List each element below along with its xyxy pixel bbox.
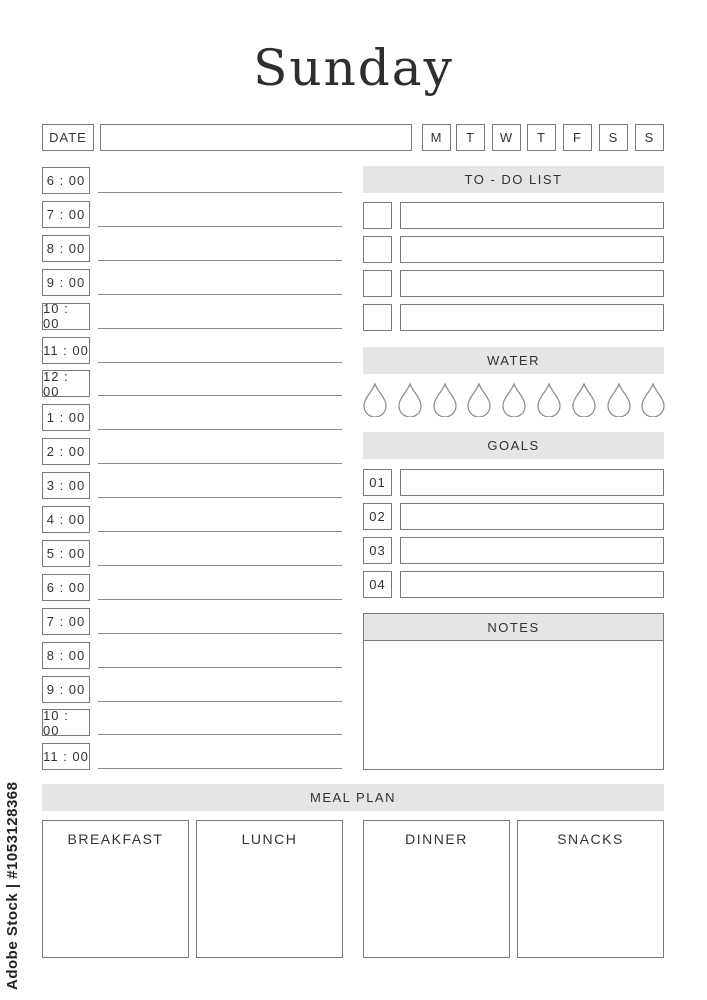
time-slot-line[interactable] — [98, 429, 342, 430]
time-slot-line[interactable] — [98, 633, 342, 634]
weekday-box[interactable]: T — [527, 124, 556, 151]
weekday-box[interactable]: T — [456, 124, 485, 151]
time-slot-line[interactable] — [98, 565, 342, 566]
time-slot-line[interactable] — [98, 395, 342, 396]
time-slot-label: 10 : 00 — [42, 303, 90, 330]
weekday-box[interactable]: W — [492, 124, 521, 151]
time-slot-label: 4 : 00 — [42, 506, 90, 533]
weekday-box[interactable]: F — [563, 124, 592, 151]
time-slot-label: 9 : 00 — [42, 269, 90, 296]
water-drop-icon[interactable] — [572, 383, 596, 417]
todo-checkbox[interactable] — [363, 202, 392, 229]
goal-field[interactable] — [400, 503, 664, 530]
time-slot-line[interactable] — [98, 260, 342, 261]
goal-field[interactable] — [400, 571, 664, 598]
todo-item-field[interactable] — [400, 270, 664, 297]
todo-item-field[interactable] — [400, 202, 664, 229]
todo-checkbox[interactable] — [363, 304, 392, 331]
time-slot-line[interactable] — [98, 192, 342, 193]
date-input[interactable] — [100, 124, 412, 151]
time-slot-label: 12 : 00 — [42, 370, 90, 397]
todo-item-field[interactable] — [400, 304, 664, 331]
weekday-box[interactable]: S — [635, 124, 664, 151]
meal-box[interactable] — [517, 820, 664, 958]
goal-number: 04 — [363, 571, 392, 598]
todo-checkbox[interactable] — [363, 236, 392, 263]
water-drop-icon[interactable] — [537, 383, 561, 417]
time-slot-label: 11 : 00 — [42, 337, 90, 364]
time-slot-label: 10 : 00 — [42, 709, 90, 736]
goals-header: GOALS — [363, 432, 664, 459]
time-slot-line[interactable] — [98, 328, 342, 329]
time-slot-line[interactable] — [98, 768, 342, 769]
notes-header: NOTES — [364, 614, 663, 641]
time-slot-label: 5 : 00 — [42, 540, 90, 567]
time-slot-label: 3 : 00 — [42, 472, 90, 499]
time-slot-line[interactable] — [98, 226, 342, 227]
time-slot-line[interactable] — [98, 362, 342, 363]
meal-title: BREAKFAST — [67, 831, 164, 847]
water-drop-icon[interactable] — [607, 383, 631, 417]
time-slot-line[interactable] — [98, 497, 342, 498]
water-drop-icon[interactable] — [641, 383, 665, 417]
water-header: WATER — [363, 347, 664, 374]
time-slot-line[interactable] — [98, 734, 342, 735]
time-slot-label: 11 : 00 — [42, 743, 90, 770]
goal-number: 02 — [363, 503, 392, 530]
water-drop-icon[interactable] — [502, 383, 526, 417]
water-drop-icon[interactable] — [467, 383, 491, 417]
goal-field[interactable] — [400, 469, 664, 496]
page-title: Sunday — [253, 39, 454, 97]
meal-box[interactable] — [363, 820, 510, 958]
meal-title: SNACKS — [557, 831, 624, 847]
time-slot-label: 1 : 00 — [42, 404, 90, 431]
goal-field[interactable] — [400, 537, 664, 564]
todo-checkbox[interactable] — [363, 270, 392, 297]
meal-box[interactable] — [196, 820, 343, 958]
water-drop-icon[interactable] — [398, 383, 422, 417]
time-slot-line[interactable] — [98, 463, 342, 464]
meal-box[interactable] — [42, 820, 189, 958]
time-slot-label: 8 : 00 — [42, 642, 90, 669]
water-drop-icon[interactable] — [433, 383, 457, 417]
time-slot-label: 9 : 00 — [42, 676, 90, 703]
water-drop-icon[interactable] — [363, 383, 387, 417]
time-slot-label: 2 : 00 — [42, 438, 90, 465]
time-slot-label: 8 : 00 — [42, 235, 90, 262]
todo-header: TO - DO LIST — [363, 166, 664, 193]
goal-number: 03 — [363, 537, 392, 564]
time-slot-line[interactable] — [98, 531, 342, 532]
time-slot-line[interactable] — [98, 667, 342, 668]
time-slot-line[interactable] — [98, 701, 342, 702]
date-label: DATE — [42, 124, 94, 151]
weekday-box[interactable]: S — [599, 124, 628, 151]
time-slot-label: 7 : 00 — [42, 608, 90, 635]
time-slot-label: 7 : 00 — [42, 201, 90, 228]
meal-title: LUNCH — [241, 831, 298, 847]
notes-box[interactable] — [363, 613, 664, 770]
todo-item-field[interactable] — [400, 236, 664, 263]
time-slot-label: 6 : 00 — [42, 167, 90, 194]
side-credit-text: Adobe Stock | #1053128368 — [4, 781, 21, 990]
meal-title: DINNER — [405, 831, 468, 847]
goal-number: 01 — [363, 469, 392, 496]
weekday-box[interactable]: M — [422, 124, 451, 151]
time-slot-line[interactable] — [98, 599, 342, 600]
meal-plan-header: MEAL PLAN — [42, 784, 664, 811]
time-slot-line[interactable] — [98, 294, 342, 295]
time-slot-label: 6 : 00 — [42, 574, 90, 601]
